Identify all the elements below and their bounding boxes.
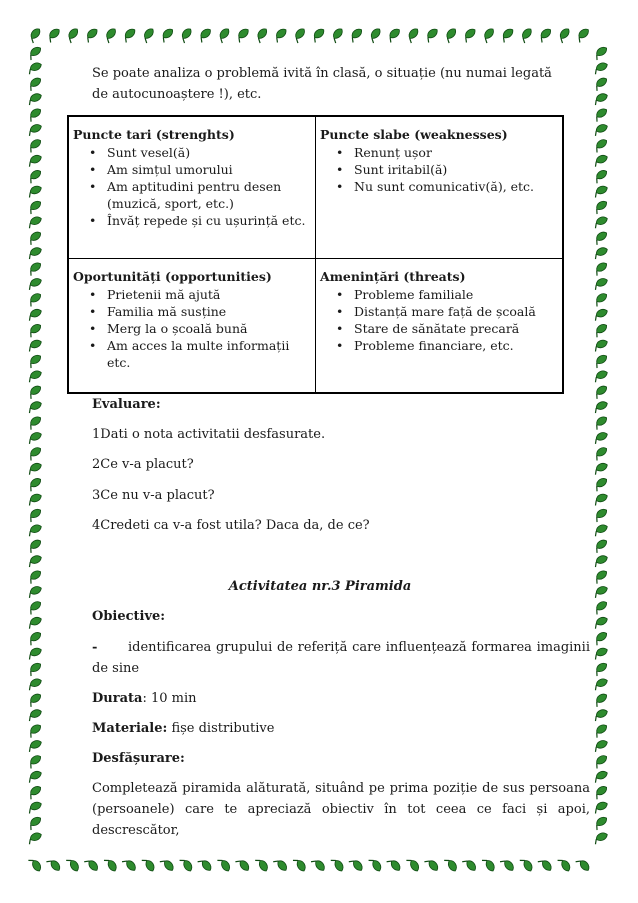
swot-strengths-cell <box>68 116 316 259</box>
leaf-ornament <box>592 692 608 707</box>
leaf-ornament <box>520 856 535 872</box>
list-item: • Am acces la multe informații etc. <box>89 338 290 370</box>
leaf-ornament <box>216 27 231 43</box>
leaf-ornament <box>310 27 326 43</box>
leaf-ornament <box>592 538 608 553</box>
bullet: • <box>336 145 344 160</box>
leaf-ornament <box>538 857 554 873</box>
leaf-ornament <box>592 738 609 751</box>
list-item: • Familia mă susține <box>89 304 227 319</box>
bullet: • <box>89 304 97 319</box>
leaf-ornament <box>592 76 608 91</box>
leaf-ornament <box>592 722 608 737</box>
leaf-ornament <box>26 291 42 306</box>
leaf-ornament <box>26 338 43 351</box>
leaf-ornament <box>272 27 288 43</box>
leaf-ornament <box>46 27 62 43</box>
leaf-ornament <box>482 856 497 872</box>
leaf-ornament <box>592 168 608 183</box>
opportunities-title: Oportunități (opportunities) <box>73 269 272 284</box>
leaf-ornament <box>255 856 270 872</box>
bullet: • <box>89 179 97 194</box>
leaf-ornament <box>26 246 43 259</box>
leaf-ornament <box>592 122 609 135</box>
leaf-ornament <box>592 708 609 721</box>
leaf-ornament <box>26 276 43 289</box>
leaf-ornament <box>592 507 608 522</box>
leaf-ornament <box>26 230 42 245</box>
leaf-ornament <box>235 857 251 873</box>
leaf-ornament <box>27 27 42 43</box>
leaf-ornament <box>330 27 345 43</box>
leaf-ornament <box>592 230 608 245</box>
leaf-ornament <box>26 661 42 676</box>
materials-label: Materiale: <box>92 721 168 736</box>
leaf-ornament <box>592 831 609 844</box>
leaf-ornament <box>26 137 42 152</box>
evaluation-title: Evaluare: <box>92 397 161 412</box>
leaf-ornament <box>26 492 43 505</box>
leaf-ornament <box>122 857 138 873</box>
bullet: • <box>89 321 97 336</box>
leaf-ornament <box>235 27 251 43</box>
leaf-ornament <box>592 630 608 645</box>
leaf-ornament <box>592 599 608 614</box>
leaf-ornament <box>592 45 608 60</box>
swot-threats-cell <box>316 259 564 394</box>
leaf-ornament <box>26 400 43 413</box>
evaluation-question-1: 1Dati o nota activitatii desfasurate. <box>92 427 326 442</box>
weaknesses-title: Puncte slabe (weaknesses) <box>320 127 508 142</box>
leaf-ornament <box>26 769 43 782</box>
evaluation-question-3: 3Ce nu v-a placut? <box>92 488 215 503</box>
leaf-ornament <box>26 568 42 583</box>
leaf-ornament <box>26 538 42 553</box>
list-item: • Stare de sănătate precară <box>336 321 520 336</box>
list-item: • Probleme familiale <box>336 287 474 302</box>
leaf-ornament <box>26 414 42 429</box>
leaf-ornament <box>141 27 156 43</box>
swot-weaknesses-cell <box>316 116 564 259</box>
threats-list <box>320 286 558 354</box>
leaf-ornament <box>424 857 440 873</box>
leaf-ornament <box>26 523 43 536</box>
bullet: • <box>89 145 97 160</box>
leaf-ornament <box>461 27 477 43</box>
list-item: • Prietenii mă ajută <box>89 287 221 302</box>
leaf-ornament <box>217 856 232 872</box>
leaf-ornament <box>592 276 609 289</box>
intro-paragraph: Se poate analiza o problemă ivită în clasă, o situație (nu numai legată de autocunoaștere !), etc. <box>92 66 552 102</box>
leaf-ornament <box>537 27 553 43</box>
list-item: • Probleme financiare, etc. <box>336 338 514 353</box>
leaf-ornament <box>592 492 609 505</box>
leaf-ornament <box>254 27 269 43</box>
bullet: • <box>336 287 344 302</box>
leaf-ornament <box>592 661 608 676</box>
leaf-ornament <box>592 615 609 628</box>
strengths-list <box>73 144 311 229</box>
procedure-title: Desfășurare: <box>92 751 185 766</box>
leaf-ornament <box>592 400 609 413</box>
leaf-ornament <box>121 27 137 43</box>
leaf-ornament <box>26 630 42 645</box>
list-item: • Am aptitudini pentru desen (muzică, sport, etc.) <box>89 179 282 211</box>
leaf-ornament <box>292 27 307 43</box>
leaf-ornament <box>26 584 43 597</box>
leaf-ornament <box>26 92 43 105</box>
leaf-ornament <box>26 61 43 74</box>
leaf-ornament <box>28 856 43 872</box>
leaf-ornament <box>592 584 609 597</box>
leaf-ornament <box>592 523 609 536</box>
leaf-ornament <box>46 857 62 873</box>
list-item: • Învăț repede și cu ușurință etc. <box>89 213 306 228</box>
leaf-ornament <box>592 430 609 443</box>
bullet: • <box>336 179 344 194</box>
leaf-ornament <box>26 215 43 228</box>
leaf-ornament <box>26 322 42 337</box>
evaluation-question-2: 2Ce v-a placut? <box>92 457 194 472</box>
leaf-ornament <box>592 815 608 830</box>
leaf-ornament <box>592 215 609 228</box>
objectives-text: identificarea grupului de referiță care influențează formarea imaginii de sine <box>92 640 590 676</box>
leaf-ornament <box>26 106 42 121</box>
leaf-ornament <box>406 856 421 872</box>
leaf-ornament <box>26 784 42 799</box>
bullet: • <box>89 287 97 302</box>
leaf-ornament <box>592 153 609 166</box>
leaf-ornament <box>575 27 591 43</box>
leaf-ornament <box>26 199 42 214</box>
leaf-ornament <box>104 856 119 872</box>
leaf-ornament <box>26 445 42 460</box>
leaf-ornament <box>592 414 608 429</box>
leaf-ornament <box>26 554 43 567</box>
leaf-ornament <box>592 92 609 105</box>
leaf-ornament <box>26 168 42 183</box>
leaf-ornament <box>180 856 195 872</box>
leaf-ornament <box>592 384 608 399</box>
leaf-ornament <box>349 857 365 873</box>
leaf-ornament <box>348 27 364 43</box>
leaf-ornament <box>26 800 43 813</box>
leaf-ornament <box>592 461 609 474</box>
leaf-ornament <box>26 384 42 399</box>
objectives-title: Obiective: <box>92 609 166 624</box>
leaf-ornament <box>26 831 43 844</box>
leaf-ornament <box>444 856 459 872</box>
leaf-ornament <box>26 677 43 690</box>
leaf-ornament <box>331 856 346 872</box>
leaf-ornament <box>592 554 609 567</box>
leaf-ornament <box>26 708 43 721</box>
bullet: • <box>336 162 344 177</box>
procedure-text: Completează piramida alăturată, situând pe prima poziție de sus persoana (persoanele) care te apreciază obiectiv în tot ceea ce faci și apoi, descrescător, <box>92 781 590 838</box>
list-item: • Nu sunt comunicativ(ă), etc. <box>336 179 535 194</box>
leaf-ornament <box>26 646 43 659</box>
leaf-ornament <box>592 353 608 368</box>
leaf-ornament <box>26 722 42 737</box>
leaf-ornament <box>26 753 42 768</box>
materials-line <box>92 718 274 739</box>
leaf-ornament <box>103 27 118 43</box>
leaf-ornament <box>26 369 43 382</box>
leaf-ornament <box>592 322 608 337</box>
leaf-ornament <box>558 856 573 872</box>
leaf-ornament <box>26 45 42 60</box>
leaf-ornament <box>592 476 608 491</box>
leaf-ornament <box>592 199 608 214</box>
leaf-ornament <box>26 76 42 91</box>
leaf-ornament <box>592 61 609 74</box>
leaf-ornament <box>84 857 100 873</box>
duration-line <box>92 688 196 709</box>
weaknesses-list <box>320 144 558 195</box>
leaf-ornament <box>592 753 608 768</box>
bullet: • <box>89 162 97 177</box>
leaf-ornament <box>142 856 157 872</box>
leaf-ornament <box>273 857 289 873</box>
swot-table <box>67 115 564 394</box>
leaf-ornament <box>26 307 43 320</box>
strengths-title: Puncte tari (strenghts) <box>73 127 235 142</box>
leaf-ornament <box>26 476 42 491</box>
leaf-ornament <box>26 507 42 522</box>
leaf-ornament <box>557 27 572 43</box>
leaf-ornament <box>592 260 608 275</box>
leaf-ornament <box>26 353 42 368</box>
leaf-ornament <box>592 769 609 782</box>
leaf-ornament <box>26 430 43 443</box>
leaf-ornament <box>592 307 609 320</box>
materials-value: fișe distributive <box>167 721 275 736</box>
leaf-ornament <box>592 445 608 460</box>
leaf-ornament <box>83 27 99 43</box>
leaf-ornament <box>26 184 43 197</box>
leaf-ornament <box>592 338 609 351</box>
evaluation-question-4: 4Credeti ca v-a fost utila? Daca da, de ce? <box>92 518 370 533</box>
leaf-ornament <box>576 857 592 873</box>
list-item: • Merg la o școală bună <box>89 321 248 336</box>
leaf-ornament <box>592 369 609 382</box>
leaf-ornament <box>293 856 308 872</box>
leaf-ornament <box>159 27 175 43</box>
leaf-ornament <box>592 106 608 121</box>
bullet: • <box>89 338 97 353</box>
leaf-ornament <box>592 800 609 813</box>
leaf-ornament <box>519 27 534 43</box>
leaf-ornament <box>26 599 42 614</box>
list-item: • Sunt vesel(ă) <box>89 145 191 160</box>
list-item: • Am simțul umorului <box>89 162 233 177</box>
leaf-ornament <box>26 738 43 751</box>
leaf-ornament <box>26 122 43 135</box>
duration-value: : 10 min <box>142 691 197 706</box>
leaf-ornament <box>443 27 458 43</box>
leaf-ornament <box>26 461 43 474</box>
leaf-ornament <box>386 27 402 43</box>
leaf-ornament <box>592 246 609 259</box>
leaf-ornament <box>592 137 608 152</box>
leaf-ornament <box>424 27 440 43</box>
leaf-ornament <box>66 856 81 872</box>
leaf-ornament <box>462 857 478 873</box>
activity-title: Activitatea nr.3 Piramida <box>228 579 412 594</box>
duration-label: Durata <box>92 691 143 706</box>
leaf-ornament <box>26 815 42 830</box>
leaf-ornament <box>369 856 384 872</box>
objectives-dash: - <box>92 640 98 655</box>
swot-opportunities-cell <box>68 259 316 394</box>
bullet: • <box>336 304 344 319</box>
leaf-ornament <box>26 260 42 275</box>
leaf-ornament <box>179 27 194 43</box>
leaf-ornament <box>592 568 608 583</box>
leaf-ornament <box>311 857 327 873</box>
leaf-ornament <box>368 27 383 43</box>
leaf-ornament <box>387 857 403 873</box>
list-item: • Renunț ușor <box>336 145 432 160</box>
threats-title: Amenințări (threats) <box>320 269 466 284</box>
list-item: • Distanță mare față de școală <box>336 304 536 319</box>
bullet: • <box>89 213 97 228</box>
opportunities-list <box>73 286 311 371</box>
leaf-ornament <box>592 291 608 306</box>
leaf-ornament <box>26 153 43 166</box>
leaf-ornament <box>198 857 214 873</box>
leaf-ornament <box>500 857 516 873</box>
leaf-ornament <box>26 615 43 628</box>
leaf-ornament <box>592 784 608 799</box>
list-item: • Sunt iritabil(ă) <box>336 162 448 177</box>
leaf-ornament <box>160 857 176 873</box>
bullet: • <box>336 321 344 336</box>
leaf-ornament <box>499 27 515 43</box>
leaf-ornament <box>592 677 609 690</box>
bullet: • <box>336 338 344 353</box>
leaf-ornament <box>26 692 42 707</box>
leaf-ornament <box>197 27 213 43</box>
leaf-ornament <box>592 184 609 197</box>
leaf-ornament <box>481 27 496 43</box>
leaf-ornament <box>405 27 420 43</box>
leaf-ornament <box>65 27 80 43</box>
leaf-ornament <box>592 646 609 659</box>
